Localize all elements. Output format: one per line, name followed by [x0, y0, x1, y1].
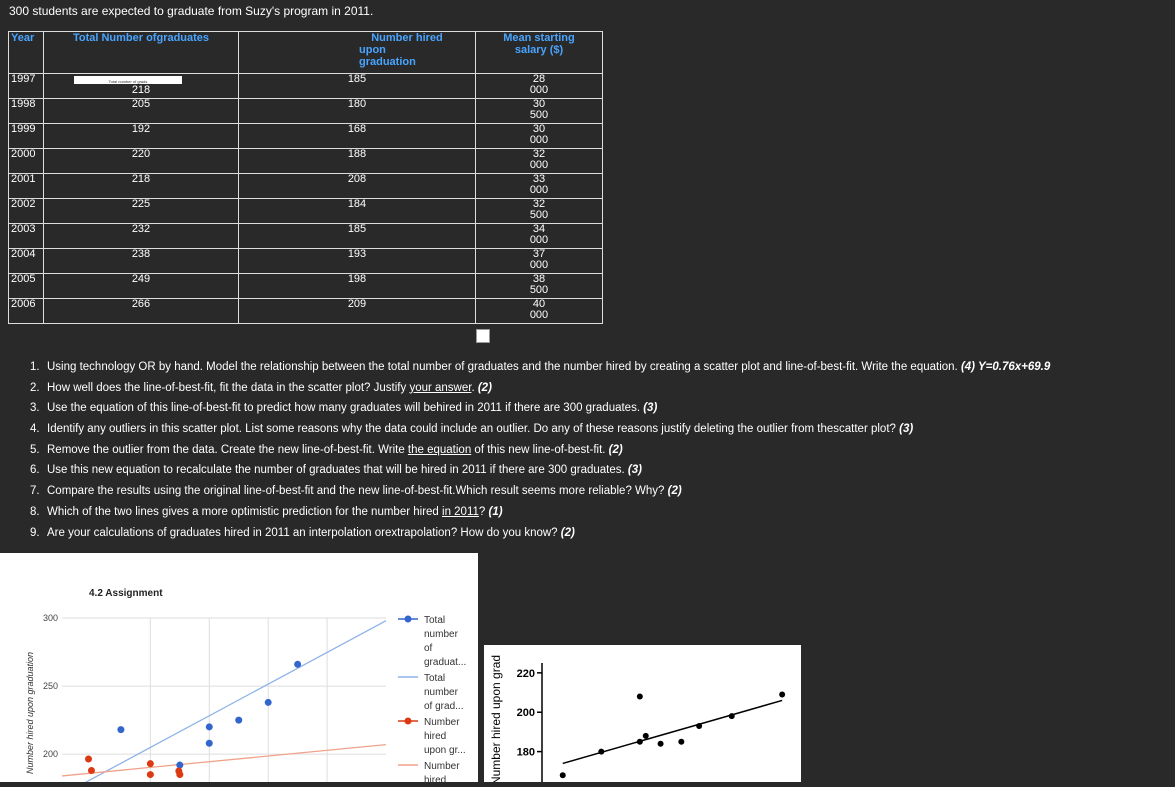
cell-year: 1998	[9, 99, 44, 124]
point-hired	[85, 756, 92, 763]
point-total	[176, 762, 183, 769]
cell-total: 238	[44, 249, 239, 274]
y-tick-label: 200	[516, 707, 535, 720]
cell-total: Total number of grads 218	[44, 74, 239, 99]
legend-label: Total number of graduat...	[424, 615, 467, 668]
cell-year: 2000	[9, 149, 44, 174]
cell-salary: 38 500	[476, 274, 603, 299]
question-number: 7.	[30, 485, 40, 498]
y-axis-label: Number hired upon grad	[489, 654, 503, 782]
cell-total: 218	[44, 174, 239, 199]
cell-salary: 34 000	[476, 224, 603, 249]
data-point	[779, 692, 785, 698]
cell-hired: 188	[239, 149, 476, 174]
question-number: 9.	[30, 526, 40, 539]
cell-year: 2005	[9, 274, 44, 299]
cell-hired: 185	[239, 74, 476, 99]
point-total	[235, 717, 242, 724]
legend-label: Number hired upon gr...	[424, 717, 466, 756]
cell-year: 2001	[9, 174, 44, 199]
cell-salary: 32 000	[476, 149, 603, 174]
cell-total: 205	[44, 99, 239, 124]
cell-total: 249	[44, 274, 239, 299]
question-number: 8.	[30, 505, 40, 518]
header-salary: Mean starting salary ($)	[476, 32, 603, 74]
data-point	[637, 693, 643, 699]
question-item: 6. Use this new equation to recalculate the number of graduates that will be hired in 2011 if there are 300 graduates. (3)	[30, 460, 1050, 481]
data-point	[643, 733, 649, 739]
cell-salary: 40 000	[476, 299, 603, 324]
table-row	[9, 199, 603, 224]
cell-salary: 28 000	[476, 74, 603, 99]
point-total	[117, 726, 124, 733]
y-tick-label: 200	[42, 749, 58, 760]
page-heading: 300 students are expected to graduate from Suzy's program in 2011.	[9, 4, 374, 18]
question-number: 1.	[30, 361, 40, 373]
cell-total: 232	[44, 224, 239, 249]
cell-total: 192	[44, 124, 239, 149]
legend-swatch-dot	[405, 616, 412, 623]
point-hired	[175, 768, 182, 775]
cell-hired: 193	[239, 249, 476, 274]
cell-year: 1997	[9, 74, 44, 99]
cell-hired: 185	[239, 224, 476, 249]
table-row	[9, 124, 603, 149]
point-hired	[147, 771, 154, 778]
cell-hired: 209	[239, 299, 476, 324]
cell-total: 266	[44, 299, 239, 324]
cell-year: 2002	[9, 199, 44, 224]
question-number: 3.	[30, 402, 40, 415]
question-number: 4.	[30, 423, 40, 436]
data-point	[598, 749, 604, 755]
cell-hired: 184	[239, 199, 476, 224]
chart-scatter-fit	[484, 645, 801, 782]
cell-year: 2003	[9, 224, 44, 249]
chart-assignment-svg	[0, 553, 478, 782]
cell-year: 1999	[9, 124, 44, 149]
legend-swatch-dot	[405, 718, 412, 725]
y-axis-label: Number hired upon graduation	[25, 651, 35, 775]
table-row	[9, 224, 603, 249]
cell-salary: 30 000	[476, 124, 603, 149]
header-hired: Number hired upon graduation	[239, 32, 476, 74]
data-point	[560, 772, 566, 778]
point-hired	[88, 767, 95, 774]
question-number: 2.	[30, 381, 40, 394]
data-point	[729, 713, 735, 719]
trendline-hired	[62, 745, 386, 776]
table-row	[9, 149, 603, 174]
cell-year: 2004	[9, 249, 44, 274]
cell-total: 220	[44, 149, 239, 174]
question-item: 1. Using technology OR by hand. Model the relationship between the total number of graduates and the number hired by creating a scatter plot and line-of-best-fit. Write the equation. (4) Y=0.76x+69.9	[30, 357, 1050, 378]
question-item: 2. How well does the line-of-best-fit, fit the data in the scatter plot? Justify your answer. (2)	[30, 378, 1050, 399]
table-row	[9, 174, 603, 199]
cell-hired: 198	[239, 274, 476, 299]
cell-salary: 37 000	[476, 249, 603, 274]
data-point	[696, 723, 702, 729]
table-row	[9, 99, 603, 124]
legend-label: Total number of grad...	[424, 673, 464, 712]
question-item: 4. Identify any outliers in this scatter plot. List some reasons why the data could include an outlier. Do any of these reasons justify deleting the outlier from thescatter plot? (3)	[30, 419, 1050, 440]
y-tick-label: 180	[516, 746, 535, 759]
cell-hired: 208	[239, 174, 476, 199]
y-tick-label: 300	[42, 613, 58, 623]
question-item: 7. Compare the results using the original line-of-best-fit and the new line-of-best-fit.Which result seems more reliable? Why? (2)	[30, 481, 1050, 502]
cell-salary: 33 000	[476, 174, 603, 199]
y-tick-label: 250	[42, 681, 58, 692]
point-total	[294, 661, 301, 668]
point-total	[206, 723, 213, 730]
legend-label: Number hired	[424, 761, 460, 782]
embedded-thumbnail: Total number of grads	[74, 76, 182, 84]
question-list	[30, 357, 1050, 543]
cell-total: 225	[44, 199, 239, 224]
question-number: 5.	[30, 443, 40, 456]
question-item: 9. Are your calculations of graduates hired in 2011 an interpolation orextrapolation? How do you know? (2)	[30, 523, 1050, 544]
checkbox[interactable]	[476, 329, 490, 343]
cell-year: 2006	[9, 299, 44, 324]
header-year: Year	[9, 32, 44, 74]
table-row	[9, 74, 603, 99]
chart-assignment	[0, 553, 478, 782]
cell-salary: 30 500	[476, 99, 603, 124]
trendline-total	[62, 621, 386, 782]
graduates-table	[8, 31, 603, 324]
chart-title: 4.2 Assignment	[89, 588, 163, 599]
data-point	[637, 739, 643, 745]
chart-scatter-fit-svg	[484, 645, 801, 782]
cell-hired: 180	[239, 99, 476, 124]
question-item: 5. Remove the outlier from the data. Create the new line-of-best-fit. Write the equation of this new line-of-best-fit. (2)	[30, 440, 1050, 461]
cell-salary: 32 500	[476, 199, 603, 224]
point-total	[265, 699, 272, 706]
cell-hired: 168	[239, 124, 476, 149]
question-item: 8. Which of the two lines gives a more optimistic prediction for the number hired in 2011? (1)	[30, 502, 1050, 523]
y-tick-label: 220	[516, 667, 535, 680]
table-row	[9, 249, 603, 274]
header-total: Total Number ofgraduates	[44, 32, 239, 74]
point-hired	[147, 760, 154, 767]
question-item: 3. Use the equation of this line-of-best-fit to predict how many graduates will behired in 2011 if there are 300 graduates. (3)	[30, 398, 1050, 419]
table-row	[9, 299, 603, 324]
fit-line	[563, 700, 782, 763]
point-total	[206, 740, 213, 747]
data-point	[658, 741, 664, 747]
data-point	[678, 739, 684, 745]
question-number: 6.	[30, 464, 40, 477]
table-row	[9, 274, 603, 299]
